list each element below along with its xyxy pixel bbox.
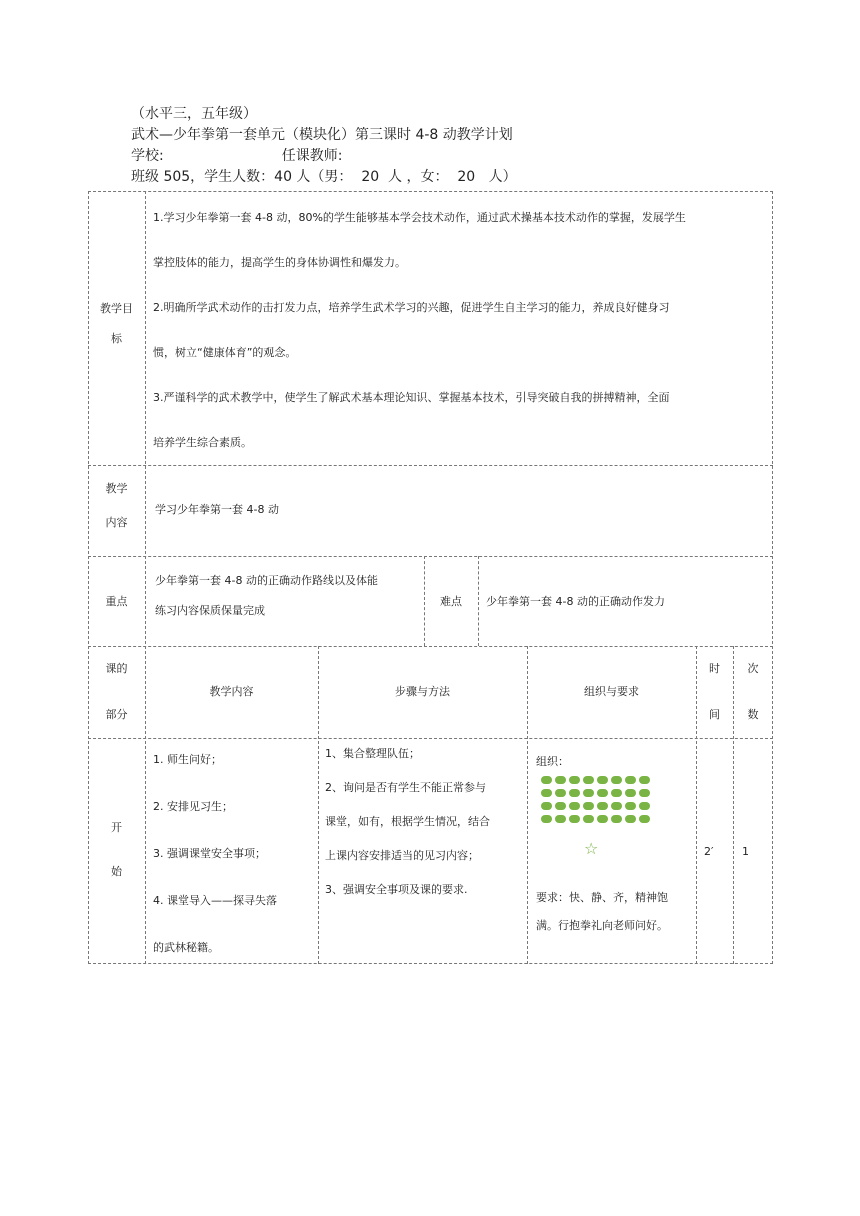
student-icon [625, 776, 636, 784]
student-icon [639, 815, 650, 823]
col-content-header: 教学内容 [209, 685, 254, 698]
col-time-header: 时 间 [709, 662, 720, 721]
list-item: 1、集合整理队伍； [325, 747, 420, 760]
student-icon [611, 815, 622, 823]
list-item: 3、强调安全事项及课的要求. [325, 883, 468, 896]
student-icon [639, 789, 650, 797]
col-part-header: 课的 部分 [105, 662, 128, 721]
start-part-label: 开 始 [111, 821, 122, 878]
student-icon [541, 789, 552, 797]
student-icon [625, 802, 636, 810]
student-icon [583, 776, 594, 784]
col-org-header: 组织与要求 [584, 685, 639, 698]
class-info: 班级 505，学生人数：40 人（男： 20 人 ，女： 20 人） [131, 169, 517, 185]
list-item: 4. 课堂导入——探寻失落 [153, 894, 277, 907]
col-count-header: 次 数 [747, 662, 759, 721]
student-icon [555, 789, 566, 797]
org-label: 组织： [536, 755, 569, 768]
student-formation [541, 774, 653, 826]
document-header [131, 104, 811, 188]
student-icon [625, 815, 636, 823]
count-value: 1 [742, 845, 749, 858]
objectives-label: 教学目 标 [100, 302, 133, 345]
plan-title: 武术—少年拳第一套单元（模块化）第三课时 4-8 动教学计划 [131, 127, 513, 143]
student-icon [569, 789, 580, 797]
student-icon [583, 815, 594, 823]
student-icon [583, 802, 594, 810]
content-text: 学习少年拳第一套 4-8 动 [155, 503, 279, 516]
student-icon [625, 789, 636, 797]
difficulty-text: 少年拳第一套 4-8 动的正确动作发力 [486, 595, 665, 608]
col-method-header: 步骤与方法 [395, 685, 450, 698]
list-item: 3. 强调课堂安全事项； [153, 847, 266, 860]
student-icon [541, 776, 552, 784]
org-requirements: 要求：快、静、齐，精神饱 满。行抱拳礼向老师问好。 [536, 891, 668, 932]
student-icon [597, 815, 608, 823]
student-icon [541, 815, 552, 823]
list-item: 1. 师生问好； [153, 753, 222, 766]
student-icon [611, 802, 622, 810]
student-icon [555, 802, 566, 810]
school-teacher-line [131, 146, 811, 167]
student-icon [583, 789, 594, 797]
student-icon [639, 776, 650, 784]
list-item: 2、询问是否有学生不能正常参与 [325, 781, 486, 794]
difficulty-label: 难点 [440, 595, 462, 608]
start-method [325, 742, 525, 902]
teacher-label: 任课教师: [281, 148, 343, 164]
star-icon: ☆ [584, 839, 599, 858]
list-item: 的武林秘籍。 [153, 941, 219, 954]
key-points-label: 重点 [105, 595, 128, 608]
objectives-text: 1.学习少年拳第一套 4-8 动，80%的学生能够基本学会技术动作，通过武术操基本技术动作的掌握，发展学生 掌控肢体的能力，提高学生的身体协调性和爆发力。 2.明确所学武术动作的击打发力点，培养学生武术学习的兴趣，促进学生自主学习的能力，养成良好健身习 惯，树立“健康体育”的观念。 3.严谨科学的武术教学中，使学生了解武术基本理论知识、掌握基本技术，引导突破自我的拼搏精神，全面 培养学生综合素质。 [153, 211, 686, 449]
student-icon [597, 789, 608, 797]
student-icon [611, 776, 622, 784]
content-label: 教学 内容 [105, 482, 128, 529]
student-icon [555, 815, 566, 823]
start-content [153, 748, 316, 960]
school-label: 学校: [131, 148, 164, 164]
student-icon [541, 802, 552, 810]
student-icon [597, 802, 608, 810]
student-icon [611, 789, 622, 797]
student-icon [569, 815, 580, 823]
list-item: 课堂，如有，根据学生情况，结合 [325, 815, 490, 828]
list-item: 2. 安排见习生； [153, 800, 233, 813]
level-text: （水平三，五年级） [131, 106, 257, 122]
student-icon [597, 776, 608, 784]
time-value: 2′ [704, 845, 714, 858]
student-icon [569, 776, 580, 784]
key-points-text: 少年拳第一套 4-8 动的正确动作路线以及体能 练习内容保质保量完成 [155, 574, 378, 617]
student-icon [555, 776, 566, 784]
list-item: 上课内容安排适当的见习内容； [325, 849, 479, 862]
student-icon [639, 802, 650, 810]
student-icon [569, 802, 580, 810]
